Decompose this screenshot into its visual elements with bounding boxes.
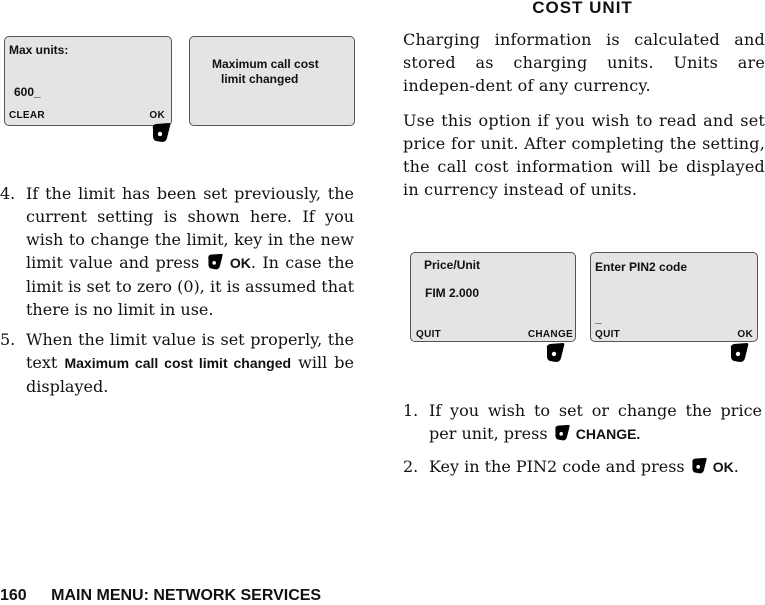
list-number: 1. (403, 401, 419, 420)
intro-text (403, 28, 765, 201)
softkey-ok[interactable]: OK (149, 110, 165, 121)
selection-key-icon (206, 253, 224, 271)
list-text: If the limit has been set previously, the current setting is shown here. If you wish to change the limit, key in the new limit value and press (26, 184, 354, 272)
display-line-2: limit changed (221, 72, 299, 86)
selection-key-icon (553, 424, 571, 442)
list-item-2 (403, 455, 762, 479)
display-title: Price/Unit (424, 258, 481, 272)
list-number: 5. (0, 330, 16, 349)
display-limit-changed (189, 36, 355, 126)
selection-key-icon[interactable] (544, 342, 566, 364)
key-label: OK (712, 459, 734, 475)
selection-key-icon[interactable] (150, 122, 172, 144)
softkey-change[interactable]: CHANGE (527, 329, 573, 340)
list-text-cont: . In case the limit is set to zero (0), it is assumed that there is no limit in use. (26, 253, 354, 319)
list-item-4 (0, 182, 354, 321)
softkey-clear[interactable]: CLEAR (9, 110, 45, 121)
display-value: FIM 2.000 (425, 286, 480, 300)
display-cursor: _ (595, 311, 602, 325)
display-title: Enter PIN2 code (595, 260, 688, 274)
list-number: 4. (0, 184, 16, 203)
list-item-5 (0, 328, 354, 398)
display-max-units (4, 36, 172, 126)
list-item-1 (403, 399, 762, 446)
display-title: Max units: (9, 43, 69, 57)
key-label: OK (229, 255, 251, 271)
page-number: 160 (0, 587, 27, 604)
list-text: If you wish to set or change the price per unit, press (429, 401, 762, 443)
key-label: CHANGE. (575, 426, 641, 442)
softkey-quit[interactable]: QUIT (416, 329, 442, 340)
page-footer (0, 587, 321, 605)
section-heading: COST UNIT (532, 0, 633, 17)
paragraph: Use this option if you wish to read and set price for unit. After completing the setting, the call cost information will be displayed in currency instead of units. (403, 111, 765, 199)
section-title: MAIN MENU: NETWORK SERVICES (51, 587, 322, 604)
display-pin2 (590, 252, 758, 342)
display-line-1: Maximum call cost (212, 57, 319, 71)
display-value: 600_ (14, 85, 41, 99)
paragraph: Charging information is calculated and stored as charging units. Units are indepen-dent of any currency. (403, 30, 765, 95)
list-text-end: . (733, 457, 739, 476)
display-text-reference: Maximum call cost limit changed (64, 355, 292, 371)
list-number: 2. (403, 457, 419, 476)
softkey-quit[interactable]: QUIT (595, 329, 621, 340)
list-text: Key in the PIN2 code and press (429, 457, 685, 476)
list-text-cont: will be displayed. (26, 353, 354, 396)
selection-key-icon (690, 457, 708, 475)
list-text: When the limit value is set properly, the text (26, 330, 354, 372)
selection-key-icon[interactable] (728, 342, 750, 364)
softkey-ok[interactable]: OK (737, 329, 753, 340)
display-price-unit (410, 252, 576, 342)
